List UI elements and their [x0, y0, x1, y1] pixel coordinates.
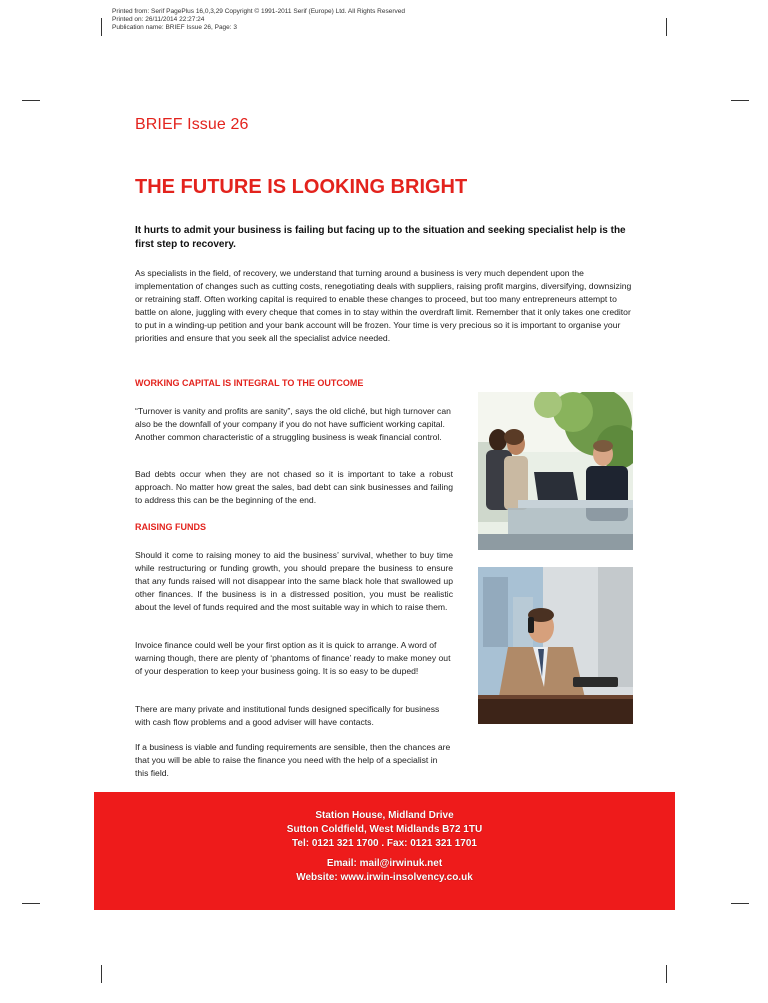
body-paragraph: Invoice finance could well be your first option as it is quick to arrange. A word of warning though, there are plenty of ‘phantoms of finance’ ready to make money out of your desperation to keep your business going. It is so easy to be duped!: [135, 640, 451, 676]
crop-mark: [22, 100, 40, 101]
body-paragraph: There are many private and institutional funds designed specifically for business with cash flow problems and a good adviser will have contacts.: [135, 704, 440, 727]
intro-paragraph: As specialists in the field, of recovery, we understand that turning around a business is very much dependent upon the implementation of changes such as cutting costs, renegotiating deals with suppliers, raising profit margins, diversifying, downsizing or retraining staff. Often working capital is required to enable these changes to proceed, but too many entrepreneurs attempt to battle on alone, juggling with every cheque that comes in to stay within the overdraft limit. Remember that it only takes one creditor to put in a winding-up petition and your bank account will be frozen. Your time is very precious so it is important to organise your priorities and ensure that you seek all the specialist advice needed.: [135, 268, 632, 343]
section-heading-working-capital: WORKING CAPITAL IS INTEGRAL TO THE OUTCOME: [135, 378, 364, 388]
footer-address-line: Station House, Midland Drive: [315, 810, 454, 821]
page-headline: THE FUTURE IS LOOKING BRIGHT: [135, 176, 468, 198]
meeting-photo: [478, 392, 633, 550]
body-paragraph: Should it come to raising money to aid the business’ survival, whether to buy time while restructuring or funding growth, you should prepare the business to ensure that any funds raised will not disappear into the same black hole that swallowed up other finances. If the business is in a distressed position, you must be realistic about the level of funds required and the most suitable way in which to raise them.: [135, 550, 453, 612]
crop-mark: [101, 965, 102, 983]
body-paragraph: If a business is viable and funding requirements are sensible, then the chances are that you will be able to raise the finance you need with the help of a specialist in this field.: [135, 742, 451, 778]
section-heading-raising-funds: RAISING FUNDS: [135, 522, 207, 532]
lead-paragraph: It hurts to admit your business is failing but facing up to the situation and seeking specialist help is the first step to recovery.: [135, 225, 626, 250]
phone-call-photo: [478, 567, 633, 724]
contact-footer: [94, 792, 675, 910]
body-paragraph: “Turnover is vanity and profits are sanity”, says the old cliché, but high turnover can also be the downfall of your company if you do not have sufficient working capital. Another common characteristic of a struggling business is weak financial control.: [135, 406, 451, 442]
print-info-line: Printed from: Serif PagePlus 16,0,3,29 Copyright © 1991-2011 Serif (Europe) Ltd. All Rights Reserved: [112, 8, 405, 15]
body-paragraph: Bad debts occur when they are not chased so it is important to take a robust approach. No matter how great the sales, bad debt can sink businesses and failing to address this can be the beginning of the end.: [135, 469, 453, 505]
footer-address-line: Sutton Coldfield, West Midlands B72 1TU: [286, 824, 483, 835]
footer-phone: Tel: 0121 321 1700 . Fax: 0121 321 1701: [292, 838, 477, 849]
crop-mark: [666, 18, 667, 36]
print-info: [112, 8, 405, 32]
crop-mark: [22, 903, 40, 904]
issue-title: BRIEF Issue 26: [135, 116, 249, 133]
print-info-line: Printed on: 26/11/2014 22:27:24: [112, 16, 205, 23]
crop-mark: [666, 965, 667, 983]
footer-website: Website: www.irwin-insolvency.co.uk: [296, 872, 473, 883]
footer-email: Email: mail@irwinuk.net: [326, 858, 443, 869]
print-info-line: Publication name: BRIEF Issue 26, Page: 3: [112, 24, 238, 31]
crop-mark: [101, 18, 102, 36]
crop-mark: [731, 903, 749, 904]
crop-mark: [731, 100, 749, 101]
